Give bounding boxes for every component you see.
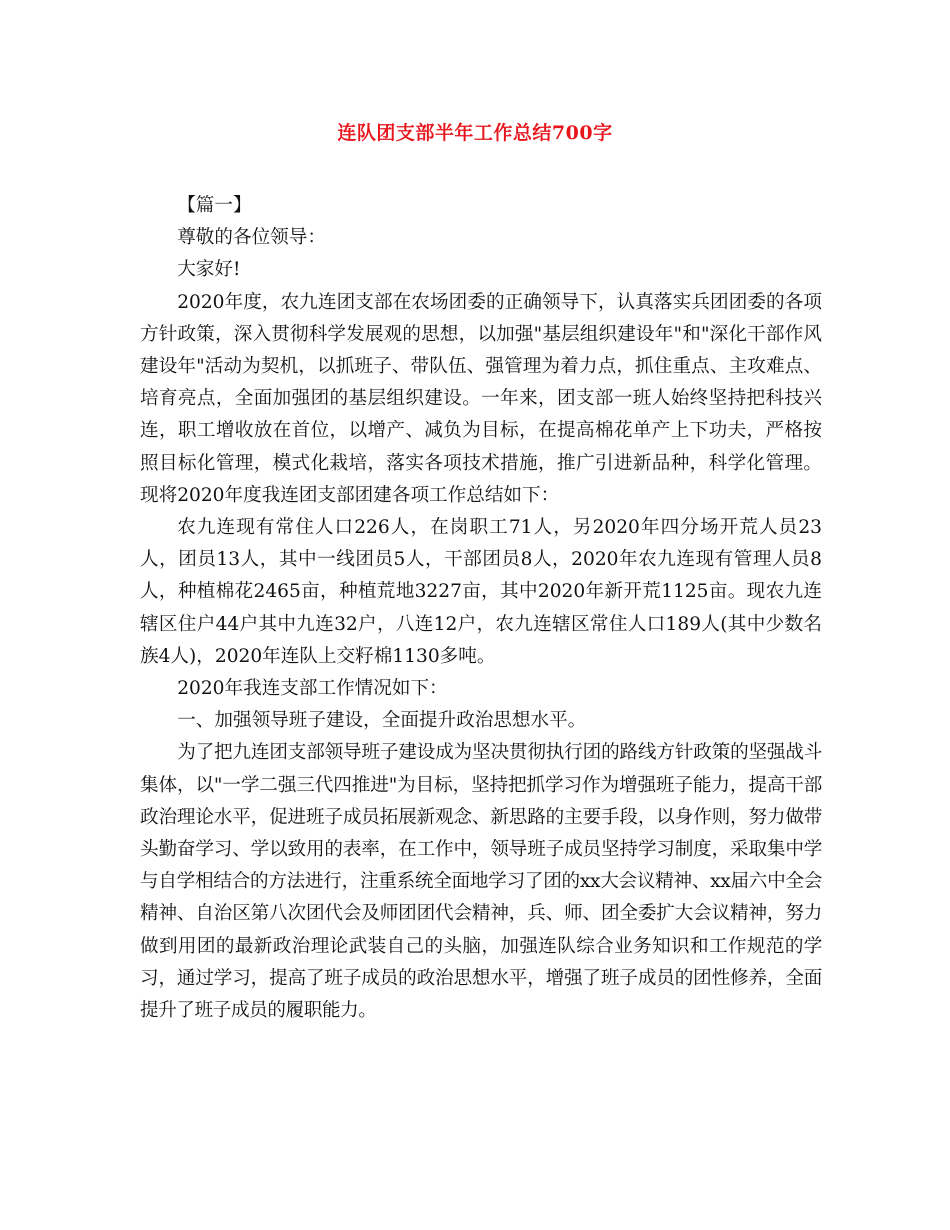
salutation: 尊敬的各位领导：: [177, 227, 326, 249]
document-body: [140, 190, 822, 1027]
paragraph-intro: 2020年度，农九连团支部在农场团委的正确领导下，认真落实兵团团委的各项方针政策，深入贯彻科学发展观的思想，以加强"基层组织建设年"和"深化干部作风建设年"活动为契机，以抓班子、带队伍、强管理为着力点，抓住重点、主攻难点、培育亮点，全面加强团的基层组织建设。一年来，团支部一班人始终坚持把科技兴连，职工增收放在首位，以增产、减负为目标，在提高棉花单产上下功夫，严格按照目标化管理，模式化栽培，落实各项技术措施，推广引进新品种，科学化管理。现将2020年度我连团支部团建各项工作总结如下：: [140, 291, 822, 506]
section-heading: 【篇一】: [177, 195, 252, 216]
subheading-leadership: 一、加强领导班子建设，全面提升政治思想水平。: [177, 710, 587, 732]
greeting: 大家好!: [177, 259, 241, 281]
paragraph-work-situation: 2020年我连支部工作情况如下：: [177, 678, 448, 700]
paragraph-statistics: 农九连现有常住人口226人，在岗职工71人，另2020年四分场开荒人员23人，团员13人，其中一线团员5人，干部团员8人，2020年农九连现有管理人员8人，种植棉花2465亩，种植荒地3227亩，其中2020年新开荒1125亩。现农九连辖区住户44户其中九连32户，八连12户，农九连辖区常住人口189人(其中少数名族4人)，2020年连队上交籽棉1130多吨。: [140, 517, 822, 667]
document-title: 连队团支部半年工作总结700字: [337, 122, 613, 144]
paragraph-leadership: 为了把九连团支部领导班子建设成为坚决贯彻执行团的路线方针政策的坚强战斗集体，以"一学二强三代四推进"为目标，坚持把抓学习作为增强班子能力，提高干部政治理论水平，促进班子成员拓展新观念、新思路的主要手段，以身作则，努力做带头勤奋学习、学以致用的表率，在工作中，领导班子成员坚持学习制度，采取集中学与自学相结合的方法进行，注重系统全面地学习了团的xx大会议精神、xx届六中全会精神、自治区第八次团代会及师团团代会精神，兵、师、团全委扩大会议精神，努力做到用团的最新政治理论武装自己的头脑，加强连队综合业务知识和工作规范的学习，通过学习，提高了班子成员的政治思想水平，增强了班子成员的团性修养，全面提升了班子成员的履职能力。: [140, 742, 822, 1022]
